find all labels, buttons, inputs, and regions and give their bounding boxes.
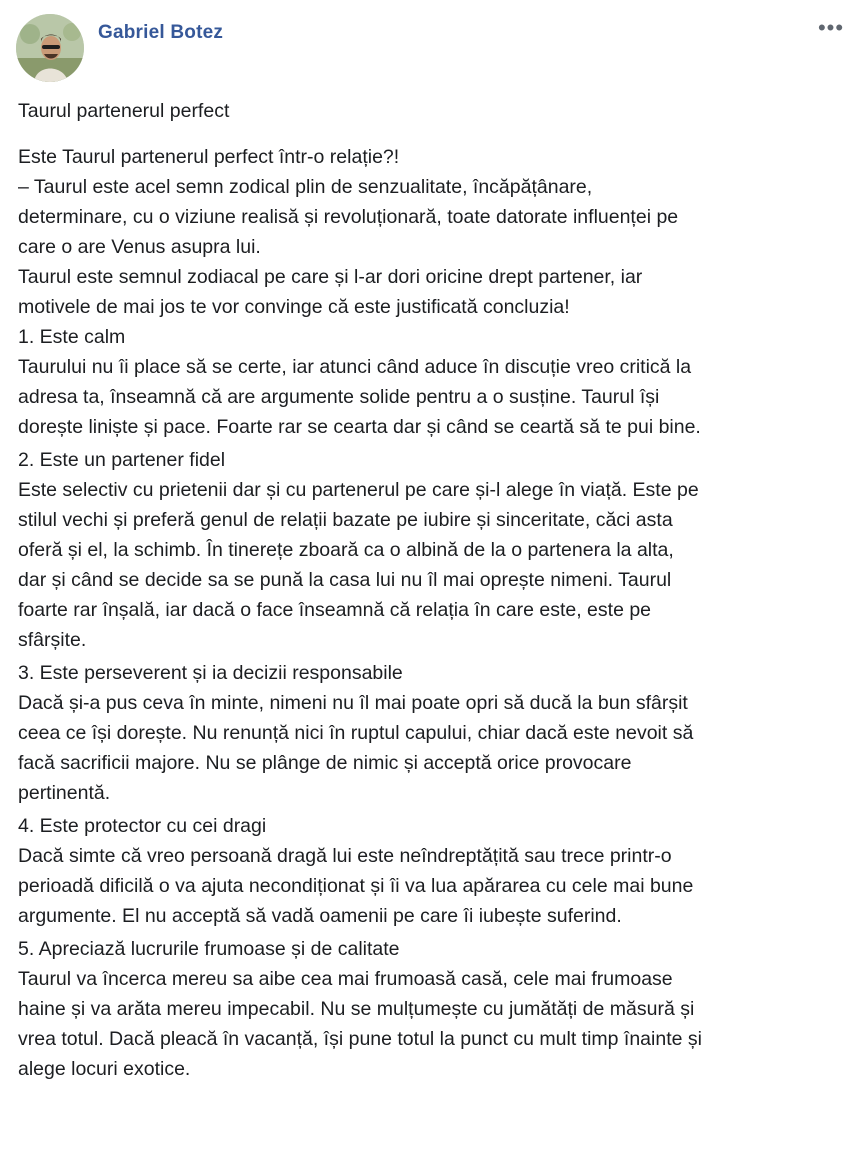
intro-line: Taurul este semnul zodiacal pe care și l-ar dori oricine drept partener, iar (18, 266, 643, 288)
section-heading: 4. Este protector cu cei dragi (18, 815, 267, 837)
section-line: stilul vechi și preferă genul de relații bazate pe iubire și sinceritate, căci asta (18, 509, 673, 531)
profile-photo (16, 14, 84, 82)
post-title: Taurul partenerul perfect (18, 100, 230, 122)
section-line: Dacă simte că vreo persoană dragă lui este neîndreptățită sau trece printr-o (18, 845, 672, 867)
section-line: pertinentă. (18, 782, 111, 804)
section-line: vrea totul. Dacă pleacă în vacanță, își pune totul la punct cu mult timp înainte și (18, 1028, 702, 1050)
intro-line: – Taurul este acel semn zodical plin de senzualitate, încăpățânare, (18, 176, 593, 198)
section-line: Taurul va încerca mereu sa aibe cea mai frumoasă casă, cele mai frumoase (18, 968, 673, 990)
section-line: perioadă dificilă o va ajuta necondiționat și îi va lua apărarea cu cele mai bune (18, 875, 694, 897)
intro-line: determinare, cu o viziune realisă și revoluționară, toate datorate influenței pe (18, 206, 679, 228)
section-heading: 5. Apreciază lucrurile frumoase și de calitate (18, 938, 400, 960)
section-line: argumente. El nu acceptă să vadă oamenii pe care îi iubește suferind. (18, 905, 622, 927)
post-header (0, 0, 860, 96)
section-line: Dacă și-a pus ceva în minte, nimeni nu îl mai poate opri să ducă la bun sfârșit (18, 692, 688, 714)
section-3 (18, 658, 850, 808)
section-line: dorește liniște și pace. Foarte rar se cearta dar și când se ceartă să te pui bine. (18, 416, 701, 438)
section-line: adresa ta, înseamnă că are argumente solide pentru a o susține. Taurul își (18, 386, 660, 408)
section-line: alege locuri exotice. (18, 1058, 191, 1080)
section-line: haine și va arăta mereu impecabil. Nu se mulțumește cu jumătăți de măsură și (18, 998, 695, 1020)
section-line: Taurului nu îi place să se certe, iar atunci când aduce în discuție vreo critică la (18, 356, 692, 378)
section-4 (18, 811, 850, 931)
more-options-icon[interactable]: ••• (817, 15, 845, 40)
section-heading: 1. Este calm (18, 326, 126, 348)
intro-line: care o are Venus asupra lui. (18, 236, 261, 258)
section-line: foarte rar înșală, iar dacă o face înseamnă că relația în care este, este pe (18, 599, 652, 621)
avatar[interactable] (16, 14, 84, 82)
section-2 (18, 445, 850, 655)
intro-line: motivele de mai jos te vor convinge că este justificată concluzia! (18, 296, 570, 318)
intro-paragraph (18, 142, 850, 442)
section-line: Este selectiv cu prietenii dar și cu partenerul pe care și-l alege în viață. Este pe (18, 479, 699, 501)
section-line: ceea ce își dorește. Nu renunță nici în ruptul capului, chiar dacă este nevoit să (18, 722, 694, 744)
section-heading: 3. Este perseverent și ia decizii responsabile (18, 662, 403, 684)
author-name[interactable]: Gabriel Botez (98, 22, 224, 43)
section-line: dar și când se decide sa se pună la casa lui nu îl mai oprește nimeni. Taurul (18, 569, 672, 591)
section-5 (18, 934, 850, 1084)
section-heading: 2. Este un partener fidel (18, 449, 226, 471)
section-line: sfârșite. (18, 629, 87, 651)
post-body (18, 96, 850, 1087)
section-line: facă sacrificii majore. Nu se plânge de nimic și acceptă orice provocare (18, 752, 632, 774)
section-line: oferă și el, la schimb. În tinerețe zboară ca o albină de la o partenera la alta, (18, 539, 674, 561)
intro-line: Este Taurul partenerul perfect într-o relație?! (18, 146, 400, 168)
